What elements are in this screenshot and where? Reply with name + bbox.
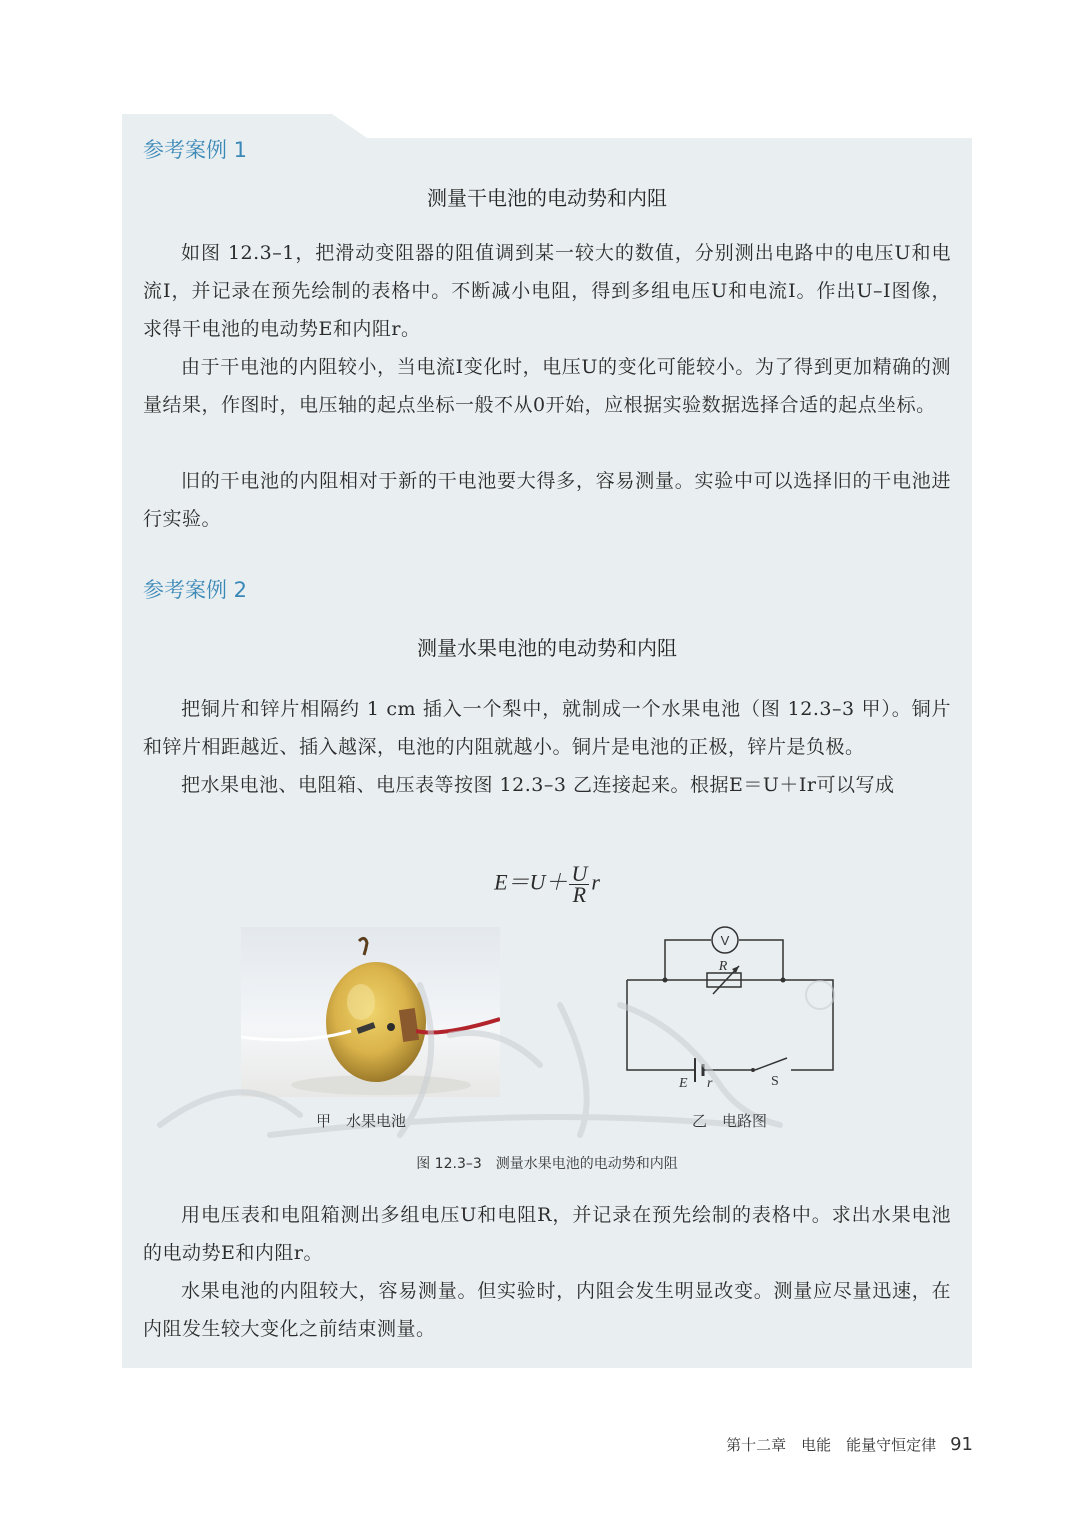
case1-paragraph-3: 旧的干电池的内阻相对于新的干电池要大得多，容易测量。实验中可以选择旧的干电池进行实验。: [143, 470, 951, 530]
resistor-label: R: [718, 959, 728, 974]
case2-label: 参考案例 2: [143, 578, 248, 602]
case1-label: 参考案例 1: [143, 138, 248, 162]
circuit-diagram: [615, 922, 845, 1092]
chapter-title: 第十二章 电能 能量守恒定律: [726, 1436, 937, 1454]
formula-denominator: R: [572, 882, 587, 907]
case1-paragraph-1: 如图 12.3–1，把滑动变阻器的阻值调到某一较大的数值，分别测出电路中的电压U和电流I，并记录在预先绘制的表格中。不断减小电阻，得到多组电压U和电流I。作出U–I图像，求得干电池的电动势E和内阻r。: [143, 242, 951, 340]
emf-label: E: [679, 1076, 688, 1091]
circuit-caption: 乙 电路图: [692, 1112, 768, 1130]
case2-paragraph-3: 用电压表和电阻箱测出多组电压U和电阻R，并记录在预先绘制的表格中。求出水果电池的电动势E和内阻r。: [143, 1204, 951, 1264]
switch-label: S: [771, 1074, 779, 1089]
photo-caption: 甲 水果电池: [316, 1112, 407, 1130]
pear-battery-illustration: [241, 927, 500, 1097]
formula-lhs: E＝U＋: [494, 869, 568, 895]
case2-title: 测量水果电池的电动势和内阻: [417, 636, 677, 660]
page-number: 91: [950, 1434, 973, 1455]
formula-fraction: [569, 861, 589, 907]
fruit-battery-photo: [241, 927, 500, 1097]
figure-caption: 图 12.3–3 测量水果电池的电动势和内阻: [416, 1156, 678, 1172]
page-footer: [726, 1434, 973, 1455]
formula-numerator: U: [571, 861, 588, 886]
emf-formula: [122, 861, 972, 907]
case2-paragraph-4: 水果电池的内阻较大，容易测量。但实验时，内阻会发生明显改变。测量应尽量迅速，在内阻发生较大变化之前结束测量。: [143, 1280, 951, 1340]
case1-title: 测量干电池的电动势和内阻: [427, 186, 667, 210]
case1-paragraph-2: 由于干电池的内阻较小，当电流I变化时，电压U的变化可能较小。为了得到更加精确的测量结果，作图时，电压轴的起点坐标一般不从0开始，应根据实验数据选择合适的起点坐标。: [143, 356, 951, 416]
formula-tail: r: [591, 869, 600, 895]
case2-paragraph-2: 把水果电池、电阻箱、电压表等按图 12.3–3 乙连接起来。根据E＝U＋Ir可以写成: [181, 774, 895, 796]
voltmeter-label: V: [720, 933, 730, 948]
internal-resistance-label: r: [707, 1076, 713, 1091]
case2-paragraph-1: 把铜片和锌片相隔约 1 cm 插入一个梨中，就制成一个水果电池（图 12.3–3 甲）。铜片和锌片相距越近、插入越深，电池的内阻就越小。铜片是电池的正极，锌片是负极。: [143, 698, 951, 758]
